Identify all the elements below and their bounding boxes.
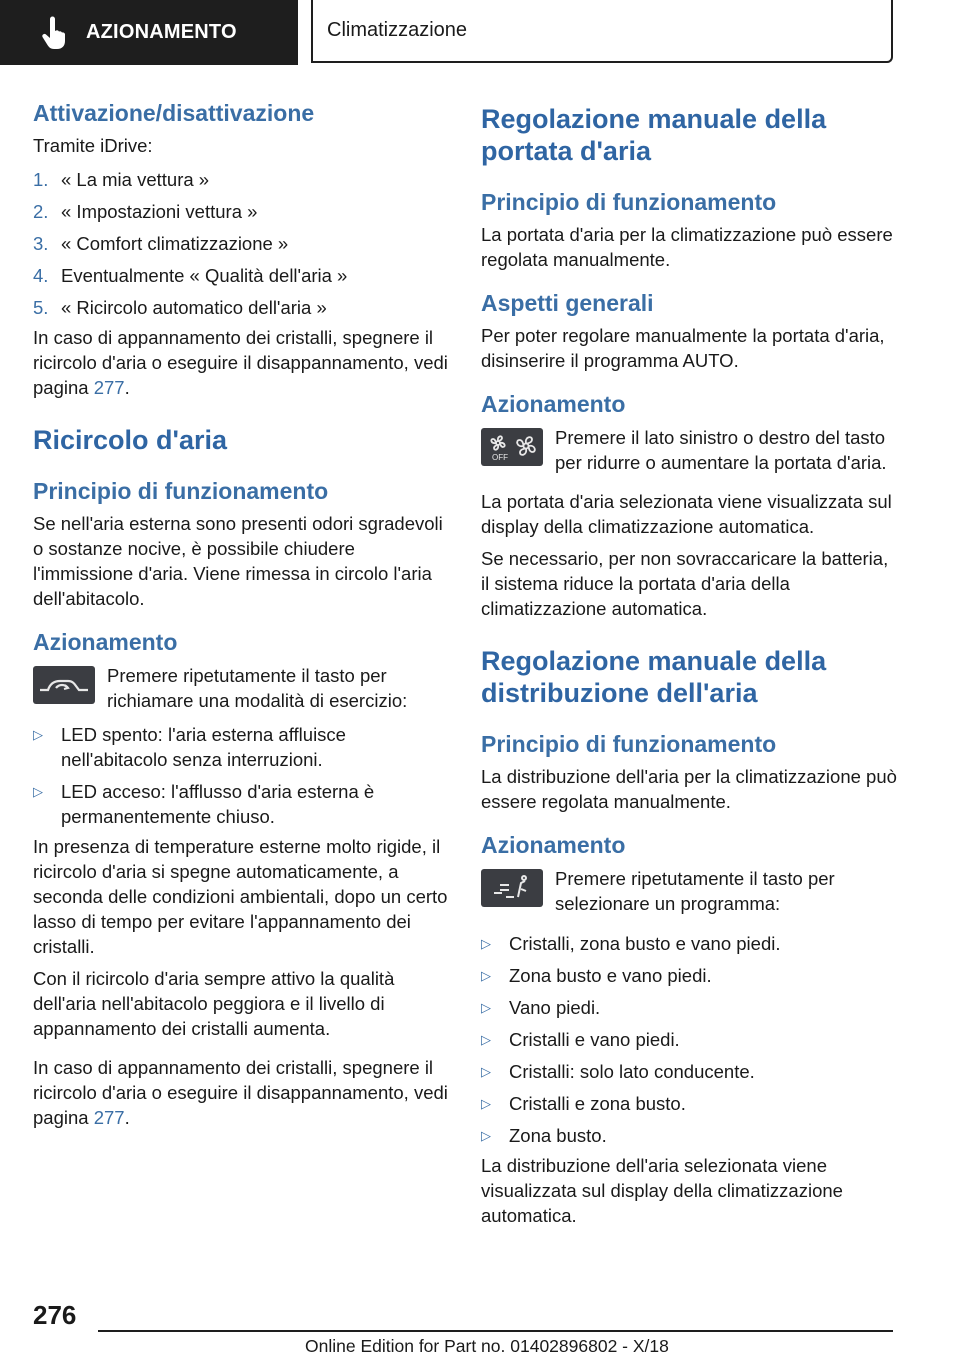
airflow-operation-text: Premere il lato sinistro o destro del tasto per ridurre o aumentare la portata d'aria. [555,427,887,473]
footer-divider [98,1330,893,1332]
section-title-recirculation: Ricircolo d'aria [33,425,227,455]
idrive-intro: Tramite iDrive: [33,135,153,156]
recirculation-principle-text: Se nell'aria esterna sono presenti odori sgradevoli o sostanze nocive, è possibile chiudere l'immissione d'aria. Viene rimessa in circolo l'aria dell'abitacolo. [33,513,443,609]
footer-edition: Online Edition for Part no. 01402896802 - X/18 [305,1336,669,1356]
subsection-title-principle: Principio di funzionamento [481,731,777,757]
distribution-operation-text: Premere ripetutamente il tasto per selezionare un programma: [555,868,835,914]
recirculation-operation-text: Premere ripetutamente il tasto per richiamare una modalità di esercizio: [107,665,408,711]
list-item: 5. « Ricircolo automatico dell'aria » [33,297,327,318]
battery-text: Se necessario, per non sovraccaricare la batteria, il sistema riduce la portata d'aria della climatizzazione automatica. [481,548,889,619]
right-column [481,98,901,1228]
list-item: ▷ Cristalli: solo lato conducente. [481,1061,755,1082]
list-item: ▷ Zona busto e vano piedi. [481,965,712,986]
triangle-bullet-icon: ▷ [481,1032,491,1047]
subsection-title-operation: Azionamento [481,391,626,417]
list-item: ▷ Cristalli, zona busto e vano piedi. [481,933,781,954]
airflow-display-text: La portata d'aria selezionata viene visualizzata sul display della climatizzazione automatica. [481,491,892,537]
list-item: 4. Eventualmente « Qualità dell'aria » [33,265,348,286]
recirculation-led-list [33,722,448,829]
section-title-airflow: Regolazione manuale della portata d'aria [481,104,827,166]
subsection-title-principle: Principio di funzionamento [33,478,329,504]
list-item: ▷ Cristalli e vano piedi. [481,1029,680,1050]
idrive-steps-list [33,167,448,320]
list-item: ▷ LED acceso: l'afflusso d'aria esterna è permanentemente chiuso. [33,781,375,827]
airflow-general-text: Per poter regolare manualmente la portata d'aria, disinserire il programma AUTO. [481,325,885,371]
list-item: ▷ Cristalli e zona busto. [481,1093,686,1114]
triangle-bullet-icon: ▷ [481,936,491,951]
left-column [33,98,448,1130]
cold-temperature-text: In presenza di temperature esterne molto rigide, il ricircolo d'aria si spegne automaticamente, a seconda delle condizioni ambientali, dopo un certo lasso di tempo per evitare l'appannamento dei cristalli. [33,836,448,957]
subsection-title-operation: Azionamento [33,629,178,655]
air-recirculation-icon [33,666,95,704]
header-section-tab [0,0,298,65]
list-item: 1. « La mia vettura » [33,169,210,190]
list-item: ▷ Vano piedi. [481,997,601,1018]
page-link[interactable]: 277 [93,377,125,398]
fan-speed-icon [481,428,543,466]
fan-off-label: OFF [492,453,508,462]
list-item: 3. « Comfort climatizzazione » [33,233,289,254]
list-item: ▷ LED spento: l'aria esterna affluisce nell'abitacolo senza interruzioni. [33,724,346,770]
airflow-operation [481,425,901,475]
section-title-distribution: Regolazione manuale della distribuzione dell'aria [481,646,827,708]
triangle-bullet-icon: ▷ [481,968,491,983]
hand-pointer-icon [34,13,74,53]
distribution-operation [481,866,901,916]
triangle-bullet-icon: ▷ [481,1000,491,1015]
air-quality-text: Con il ricircolo d'aria sempre attivo la qualità dell'aria nell'abitacolo peggiora e il livello di appannamento dei cristalli aumenta. [33,968,395,1039]
triangle-bullet-icon: ▷ [33,784,43,799]
header-chapter-tab [311,0,893,63]
defog-note: In caso di appannamento dei cristalli, spegnere il ricircolo d'aria o eseguire il disappannamento, vedi pagina 277. [33,327,448,398]
header-section-title: AZIONAMENTO [86,21,237,43]
subsection-title-general: Aspetti generali [481,290,654,316]
triangle-bullet-icon: ▷ [481,1128,491,1143]
triangle-bullet-icon: ▷ [33,727,43,742]
page-link[interactable]: 277 [93,1107,125,1128]
list-item: 2. « Impostazioni vettura » [33,201,258,222]
defog-note-2: In caso di appannamento dei cristalli, spegnere il ricircolo d'aria o eseguire il disappannamento, vedi pagina 277. [33,1057,448,1128]
air-distribution-icon [481,869,543,907]
page-number: 276 [33,1300,77,1330]
triangle-bullet-icon: ▷ [481,1064,491,1079]
subsection-title-operation: Azionamento [481,832,626,858]
recirculation-operation [33,663,448,713]
subsection-title-principle: Principio di funzionamento [481,189,777,215]
list-item: ▷ Zona busto. [481,1125,607,1146]
header-chapter-title: Climatizzazione [327,19,468,41]
triangle-bullet-icon: ▷ [481,1096,491,1111]
distribution-display-text: La distribuzione dell'aria selezionata viene visualizzata sul display della climatizzazione automatica. [481,1155,843,1226]
section-title-activation: Attivazione/disattivazione [33,100,315,126]
distribution-programs-list [481,931,901,1148]
airflow-principle-text: La portata d'aria per la climatizzazione può essere regolata manualmente. [481,224,893,270]
distribution-principle-text: La distribuzione dell'aria per la climatizzazione può essere regolata manualmente. [481,766,897,812]
